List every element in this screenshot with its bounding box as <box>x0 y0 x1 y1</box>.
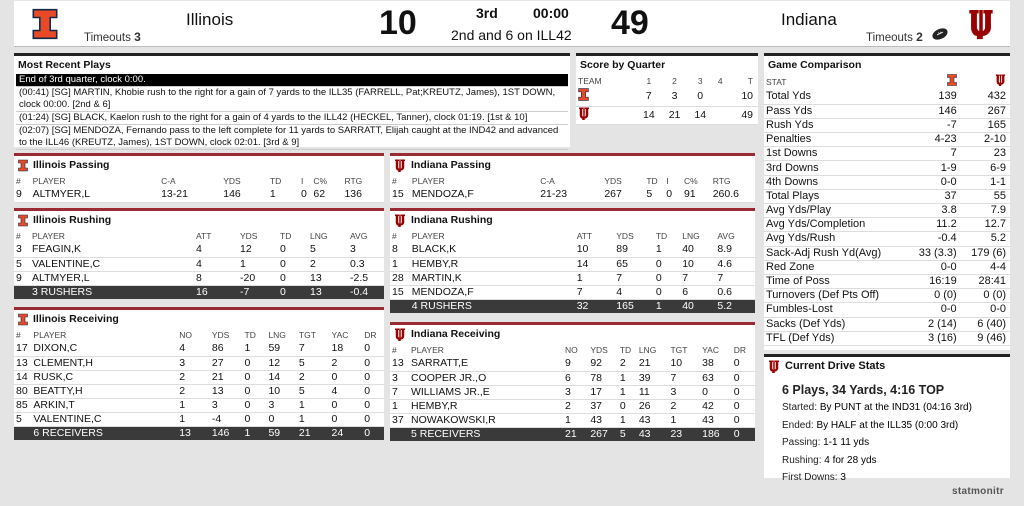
comparison-row: Penalties 4-23 2-10 <box>764 133 1010 147</box>
table-total-row: 4 RUSHERS 32 165 1 40 5.2 <box>390 299 755 313</box>
current-drive-panel <box>764 354 1010 483</box>
away-score: 10 <box>379 4 417 42</box>
home-score: 49 <box>611 4 649 42</box>
illinois-logo-icon <box>18 159 28 172</box>
stats-table: # PLAYER ATT YDS TD LNG AVG 8 BLACK,K 10 89 1 40 8.9 1 HEMBY,R 14 65 0 10 4.6 28 MARTIN,K 1 7 0 7 7 15 MENDOZA,F 7 4 0 6 0.6 4 RUSHERS 32 165 1 40 5.2 <box>390 229 755 313</box>
stats-table: # PLAYER ATT YDS TD LNG AVG 3 FEAGIN,K 4 12 0 5 3 5 VALENTINE,C 4 1 0 2 0.3 9 ALTMYER,L 8 -20 0 13 -2.5 3 RUSHERS 16 -7 0 13 -0.4 <box>14 229 384 299</box>
illinois-logo-icon <box>18 313 28 326</box>
play-item: (02:07) [SG] MENDOZA, Fernando pass to the left complete for 11 yards to SARRATT, Elijah caught at the IND42 and advanced to the ILL46 (KREUTZ, James), 1ST DOWN, clock 02:01. [3rd & 9] <box>16 125 568 150</box>
home-timeouts: Timeouts 2 <box>866 30 923 44</box>
table-total-row: 5 RECEIVERS 21 267 5 43 23 186 0 <box>390 427 755 441</box>
game-comparison-panel <box>764 53 1010 350</box>
table-title: Indiana Rushing <box>411 214 493 226</box>
drive-rushing: Rushing: 4 for 28 yds <box>782 454 877 466</box>
indiana-logo-icon <box>394 159 406 172</box>
table-row: 37 NOWAKOWSKI,R 1 43 1 43 1 43 0 <box>390 413 755 427</box>
comparison-row: 1st Downs 7 23 <box>764 147 1010 161</box>
comparison-row: Total Yds 139 432 <box>764 90 1010 104</box>
table-row: 1 HEMBY,R 2 37 0 26 2 42 0 <box>390 399 755 413</box>
table-row: 80 BEATTY,H 2 13 0 10 5 4 0 <box>14 384 384 398</box>
comparison-row: Red Zone 0-0 4-4 <box>764 260 1010 274</box>
indiana-logo-icon <box>394 214 406 227</box>
table-row: 14 RUSK,C 2 21 0 14 2 0 0 <box>14 370 384 384</box>
indiana-logo-icon <box>394 328 406 341</box>
game-comparison-table: STAT Total Yds 139 432 Pass Yds 146 267 Rush Yds -7 165 Penalties 4-23 2-10 1st Downs 7 23 3rd Downs 1-9 6-9 4th Downs 0-0 1-1 Total Plays 37 55 Avg Yds/Play 3.8 7.9 Avg Yds/Completion 11.2 12.7 Avg Yds/Rush -0.4 5.2 Sack-Adj Rush Yd(Avg) 33 (3.3) 179 (6) Red Zone 0-0 4-4 Time of Poss 16:19 28:41 Turnovers (Def Pts Off) 0 (0) 0 (0) Fumbles-Lost 0-0 0-0 Sacks (Def Yds) 2 (14) 6 (40) TFL (Def Yds) 3 (16) 9 (46) <box>764 74 1010 346</box>
table-row: 5 VALENTINE,C 1 -4 0 0 1 0 0 <box>14 412 384 426</box>
away-timeouts: Timeouts 3 <box>84 30 141 44</box>
comparison-row: Pass Yds 146 267 <box>764 104 1010 118</box>
illinois-logo-icon <box>578 88 589 101</box>
table-row: 15 MENDOZA,F 21-23 267 5 0 91 260.6 <box>390 188 755 202</box>
down-and-distance: 2nd and 6 on ILL42 <box>451 27 572 43</box>
drive-ended: Ended: By HALF at the ILL35 (0:00 3rd) <box>782 419 959 431</box>
game-comparison-title: Game Comparison <box>768 59 862 71</box>
comparison-row: Fumbles-Lost 0-0 0-0 <box>764 303 1010 317</box>
recent-plays-title: Most Recent Plays <box>18 59 111 71</box>
illinois-logo-icon <box>18 214 28 227</box>
drive-summary: 6 Plays, 34 Yards, 4:16 TOP <box>782 383 945 397</box>
table-title: Indiana Receiving <box>411 328 501 340</box>
comparison-row: Avg Yds/Play 3.8 7.9 <box>764 204 1010 218</box>
illinois-logo-icon <box>947 74 957 86</box>
home-team-name: Indiana <box>781 10 837 29</box>
indiana-logo-icon <box>958 2 1004 46</box>
table-total-row: 6 RECEIVERS 13 146 1 59 21 24 0 <box>14 426 384 440</box>
football-icon <box>931 27 949 45</box>
play-item: (00:41) [SG] MARTIN, Khobie rush to the right for a gain of 7 yards to the ILL35 (FARRELL, Pat;KREUTZ, James), 1ST DOWN, clock 00:00. [2nd & 6] <box>16 87 568 112</box>
ill-passing-panel <box>14 153 384 203</box>
table-row: 8 BLACK,K 10 89 1 40 8.9 <box>390 243 755 257</box>
table-row: 14 21 14 49 <box>576 106 758 124</box>
comparison-row: 3rd Downs 1-9 6-9 <box>764 161 1010 175</box>
drive-passing: Passing: 1-1 11 yds <box>782 437 870 448</box>
ind-passing-panel <box>390 153 755 203</box>
score-by-quarter-panel <box>576 53 758 125</box>
table-row: 9 ALTMYER,L 8 -20 0 13 -2.5 <box>14 271 384 285</box>
ind-rushing-panel <box>390 208 755 313</box>
indiana-logo-icon <box>995 74 1006 86</box>
recent-plays-panel <box>14 53 570 147</box>
indiana-logo-icon <box>578 107 590 120</box>
drive-started: Started: By PUNT at the IND31 (04:16 3rd) <box>782 402 972 413</box>
table-row: 15 MENDOZA,F 7 4 0 6 0.6 <box>390 285 755 299</box>
game-quarter: 3rd <box>476 5 498 21</box>
ill-rushing-panel <box>14 208 384 299</box>
comparison-row: Turnovers (Def Pts Off) 0 (0) 0 (0) <box>764 289 1010 303</box>
stats-table: # PLAYER NO YDS TD LNG TGT YAC DR 17 DIXON,C 4 86 1 59 7 18 0 13 CLEMENT,H 3 27 0 12 5 2 0 14 RUSK,C 2 21 0 14 2 0 0 80 BEATTY,H 2 13 0 10 5 4 0 85 ARKIN,T 1 3 0 3 1 0 0 5 VALENTINE,C 1 -4 0 0 1 0 0 6 RECEIVERS 13 146 1 59 21 24 0 <box>14 328 384 440</box>
stats-table: # PLAYER C-A YDS TD I C% RTG 15 MENDOZA,F 21-23 267 5 0 91 260.6 <box>390 174 755 203</box>
table-row: 17 DIXON,C 4 86 1 59 7 18 0 <box>14 342 384 356</box>
stats-table: # PLAYER C-A YDS TD I C% RTG 9 ALTMYER,L 13-21 146 1 0 62 136 <box>14 174 384 203</box>
table-row: 13 SARRATT,E 9 92 2 21 10 38 0 <box>390 357 755 371</box>
table-row: 9 ALTMYER,L 13-21 146 1 0 62 136 <box>14 188 384 202</box>
comparison-row: Avg Yds/Completion 11.2 12.7 <box>764 218 1010 232</box>
table-row: 13 CLEMENT,H 3 27 0 12 5 2 0 <box>14 356 384 370</box>
table-title: Illinois Rushing <box>33 214 112 226</box>
comparison-row: Total Plays 37 55 <box>764 189 1010 203</box>
ill-receiving-panel <box>14 307 384 440</box>
comparison-row: Rush Yds -7 165 <box>764 118 1010 132</box>
away-team-name: Illinois <box>186 10 234 29</box>
illinois-logo-icon <box>22 2 68 46</box>
play-item: (01:24) [SG] BLACK, Kaelon rush to the right for a gain of 4 yards to the ILL42 (HECKEL, Tanner), clock 01:19. [1st & 10] <box>16 112 568 125</box>
comparison-row: 4th Downs 0-0 1-1 <box>764 175 1010 189</box>
table-title: Illinois Receiving <box>33 313 119 325</box>
table-row: 7 WILLIAMS JR.,E 3 17 1 11 3 0 0 <box>390 385 755 399</box>
comparison-row: Time of Poss 16:19 28:41 <box>764 274 1010 288</box>
comparison-row: Avg Yds/Rush -0.4 5.2 <box>764 232 1010 246</box>
scoreboard <box>14 1 1010 47</box>
statmonitr-logo: statmonitr <box>952 486 1004 497</box>
indiana-logo-icon <box>768 360 780 373</box>
table-row: 7 3 0 10 <box>576 88 758 106</box>
table-row: 3 COOPER JR.,O 6 78 1 39 7 63 0 <box>390 371 755 385</box>
stats-table: # PLAYER NO YDS TD LNG TGT YAC DR 13 SARRATT,E 9 92 2 21 10 38 0 3 COOPER JR.,O 6 78 1 39 7 63 0 7 WILLIAMS JR.,E 3 17 1 11 3 0 0 1 HEMBY,R 2 37 0 26 2 42 0 37 NOWAKOWSKI,R 1 43 1 43 1 43 0 5 RECEIVERS 21 267 5 43 23 186 0 <box>390 343 755 441</box>
table-total-row: 3 RUSHERS 16 -7 0 13 -0.4 <box>14 285 384 299</box>
ind-receiving-panel <box>390 322 755 441</box>
score-by-quarter-table: TEAM 1 2 3 4 T 7 3 0 10 14 21 14 49 <box>576 74 758 125</box>
drive-first-downs: First Downs: 3 <box>782 472 846 483</box>
table-row: 3 FEAGIN,K 4 12 0 5 3 <box>14 243 384 257</box>
comparison-row: TFL (Def Yds) 3 (16) 9 (46) <box>764 331 1010 345</box>
table-title: Indiana Passing <box>411 159 491 171</box>
comparison-row: Sack-Adj Rush Yd(Avg) 33 (3.3) 179 (6) <box>764 246 1010 260</box>
table-row: 1 HEMBY,R 14 65 0 10 4.6 <box>390 257 755 271</box>
score-by-quarter-title: Score by Quarter <box>580 59 666 71</box>
table-row: 5 VALENTINE,C 4 1 0 2 0.3 <box>14 257 384 271</box>
play-item: End of 3rd quarter, clock 0:00. <box>16 74 568 87</box>
table-row: 85 ARKIN,T 1 3 0 3 1 0 0 <box>14 398 384 412</box>
table-row: 28 MARTIN,K 1 7 0 7 7 <box>390 271 755 285</box>
current-drive-title: Current Drive Stats <box>785 360 886 372</box>
game-clock: 00:00 <box>533 5 569 21</box>
comparison-row: Sacks (Def Yds) 2 (14) 6 (40) <box>764 317 1010 331</box>
table-title: Illinois Passing <box>33 159 110 171</box>
